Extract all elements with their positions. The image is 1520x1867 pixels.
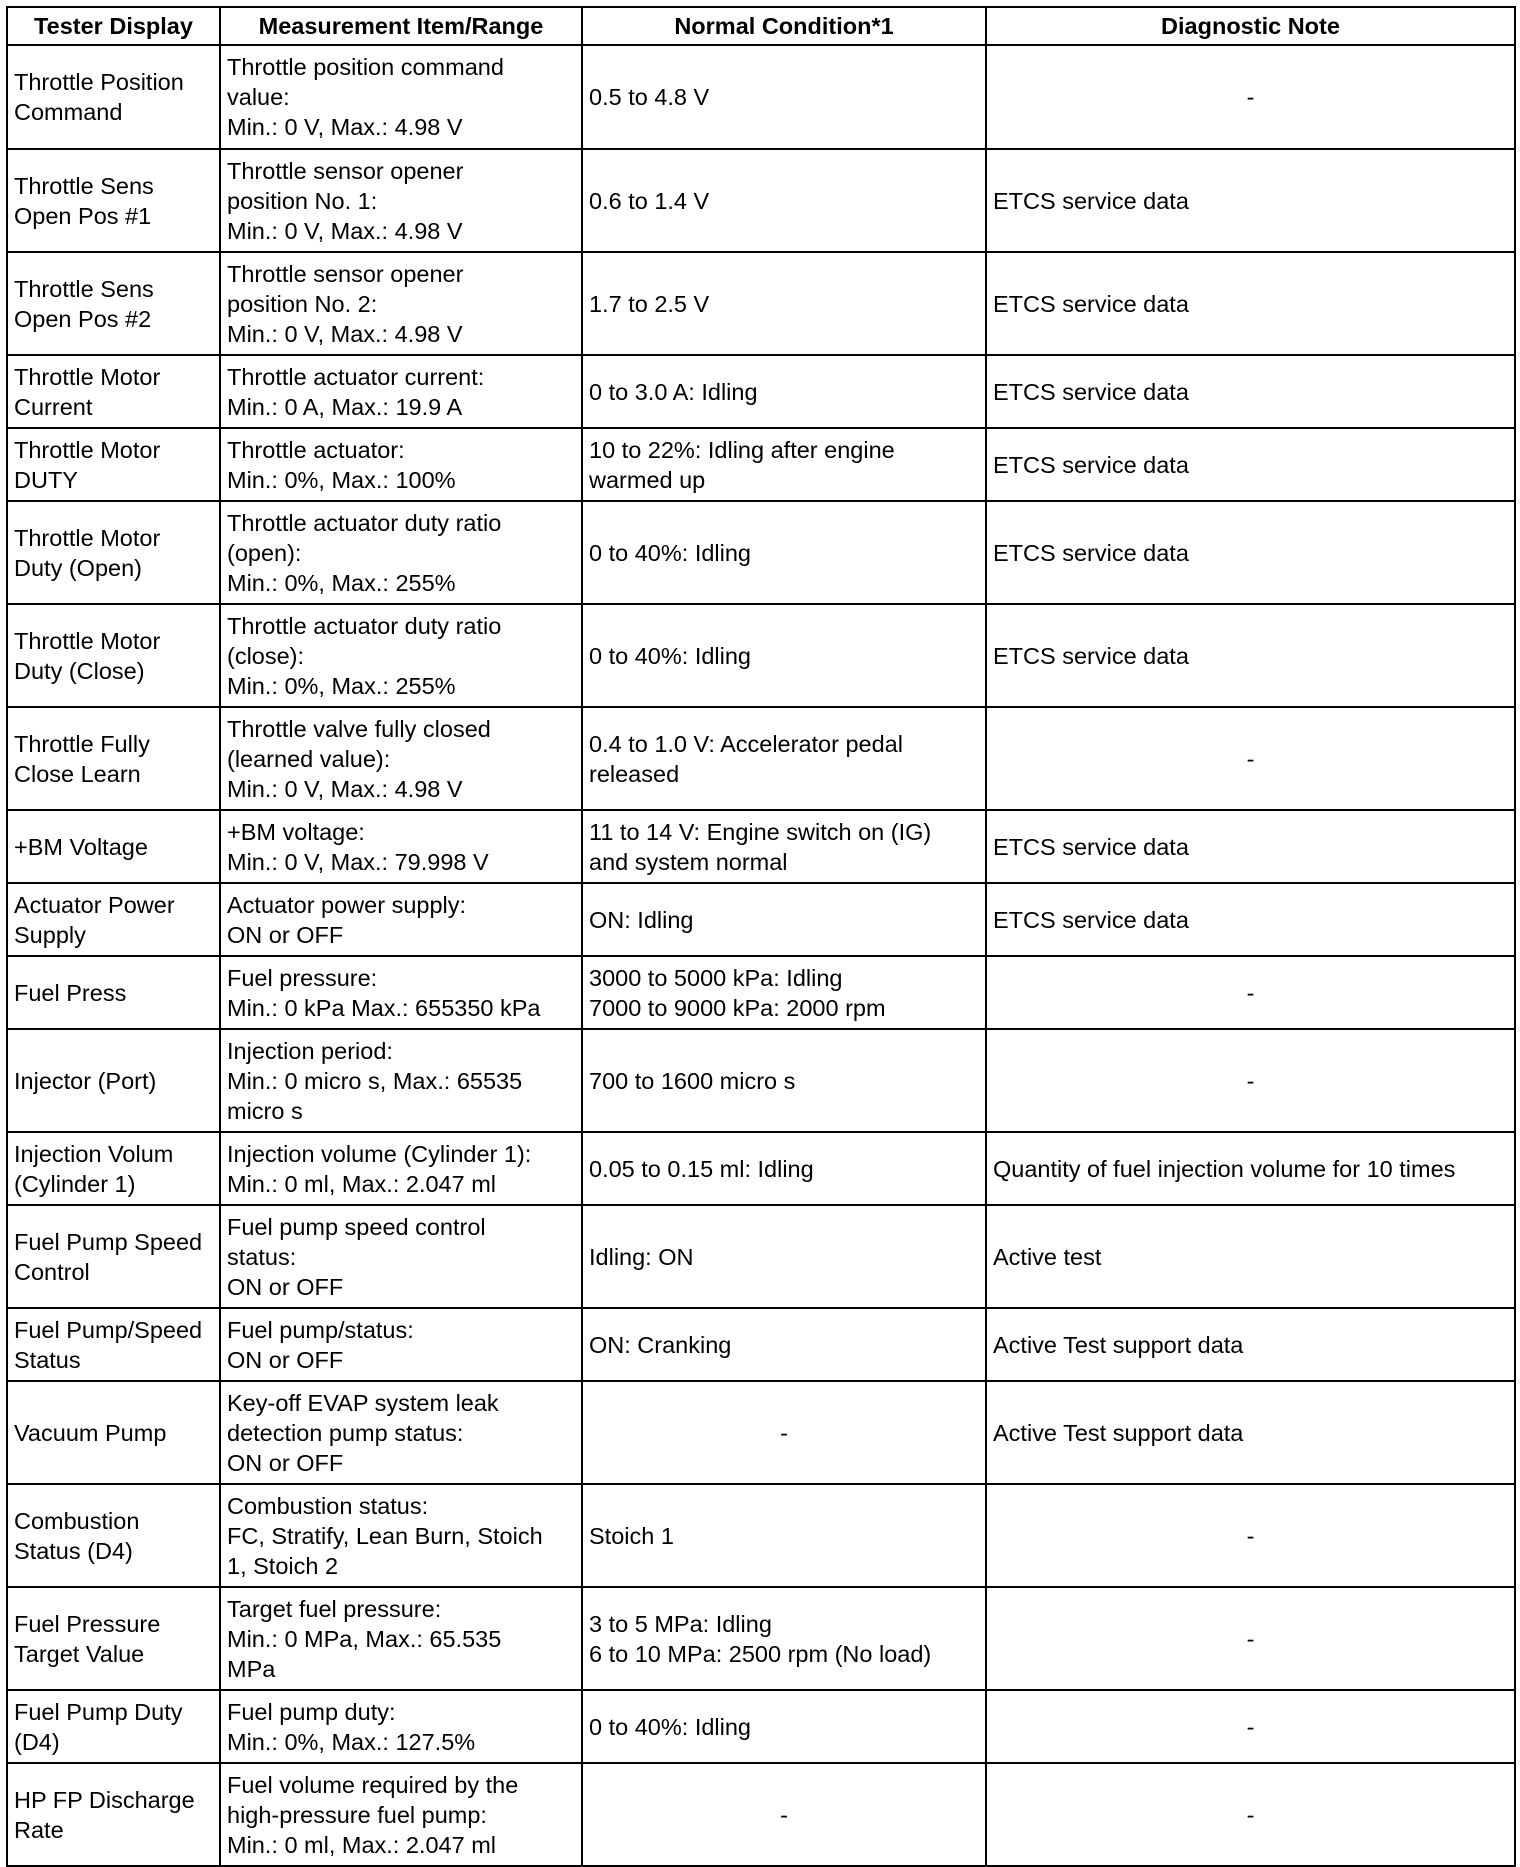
cell-tester-display: Throttle Sens Open Pos #2 <box>7 252 220 355</box>
cell-normal-condition: ON: Idling <box>582 883 986 956</box>
cell-diagnostic-note: Quantity of fuel injection volume for 10 times <box>986 1132 1515 1205</box>
table-row <box>7 1132 1515 1205</box>
cell-normal-condition: - <box>582 1763 986 1866</box>
cell-measurement-item: Throttle valve fully closed (learned value): Min.: 0 V, Max.: 4.98 V <box>220 707 582 810</box>
cell-diagnostic-note: ETCS service data <box>986 149 1515 252</box>
cell-diagnostic-note: - <box>986 1763 1515 1866</box>
cell-measurement-item: Throttle sensor opener position No. 1: Min.: 0 V, Max.: 4.98 V <box>220 149 582 252</box>
cell-measurement-item: Throttle sensor opener position No. 2: Min.: 0 V, Max.: 4.98 V <box>220 252 582 355</box>
cell-tester-display: Throttle Motor Duty (Close) <box>7 604 220 707</box>
cell-tester-display: Throttle Position Command <box>7 45 220 149</box>
cell-tester-display: Injection Volum (Cylinder 1) <box>7 1132 220 1205</box>
cell-measurement-item: Fuel pump speed control status: ON or OFF <box>220 1205 582 1308</box>
cell-tester-display: Throttle Motor DUTY <box>7 428 220 501</box>
table-row <box>7 1381 1515 1484</box>
header-diagnostic-note: Diagnostic Note <box>986 7 1515 45</box>
table-row <box>7 149 1515 252</box>
cell-tester-display: Throttle Motor Current <box>7 355 220 428</box>
cell-normal-condition: 0.05 to 0.15 ml: Idling <box>582 1132 986 1205</box>
table-row <box>7 45 1515 149</box>
cell-normal-condition: 0.6 to 1.4 V <box>582 149 986 252</box>
cell-normal-condition: 0 to 40%: Idling <box>582 604 986 707</box>
cell-measurement-item: Throttle actuator duty ratio (open): Min.: 0%, Max.: 255% <box>220 501 582 604</box>
cell-tester-display: Fuel Pressure Target Value <box>7 1587 220 1690</box>
cell-measurement-item: Throttle actuator: Min.: 0%, Max.: 100% <box>220 428 582 501</box>
cell-normal-condition: 1.7 to 2.5 V <box>582 252 986 355</box>
data-list-table <box>6 6 1516 1867</box>
cell-tester-display: +BM Voltage <box>7 810 220 883</box>
cell-normal-condition: 0 to 40%: Idling <box>582 501 986 604</box>
cell-tester-display: Throttle Sens Open Pos #1 <box>7 149 220 252</box>
table-row <box>7 1587 1515 1690</box>
cell-normal-condition: ON: Cranking <box>582 1308 986 1381</box>
cell-measurement-item: Throttle actuator duty ratio (close): Min.: 0%, Max.: 255% <box>220 604 582 707</box>
table-row <box>7 1308 1515 1381</box>
cell-normal-condition: 3000 to 5000 kPa: Idling 7000 to 9000 kPa: 2000 rpm <box>582 956 986 1029</box>
cell-measurement-item: Throttle position command value: Min.: 0 V, Max.: 4.98 V <box>220 45 582 149</box>
table-row <box>7 1763 1515 1866</box>
cell-tester-display: HP FP Discharge Rate <box>7 1763 220 1866</box>
cell-diagnostic-note: - <box>986 1029 1515 1132</box>
cell-diagnostic-note: - <box>986 1690 1515 1763</box>
table-row <box>7 810 1515 883</box>
cell-measurement-item: Injection volume (Cylinder 1): Min.: 0 ml, Max.: 2.047 ml <box>220 1132 582 1205</box>
cell-measurement-item: Combustion status: FC, Stratify, Lean Burn, Stoich 1, Stoich 2 <box>220 1484 582 1587</box>
cell-tester-display: Actuator Power Supply <box>7 883 220 956</box>
cell-tester-display: Fuel Press <box>7 956 220 1029</box>
table-row <box>7 1484 1515 1587</box>
table-row <box>7 707 1515 810</box>
table-row <box>7 883 1515 956</box>
cell-tester-display: Fuel Pump/Speed Status <box>7 1308 220 1381</box>
cell-measurement-item: Throttle actuator current: Min.: 0 A, Max.: 19.9 A <box>220 355 582 428</box>
cell-measurement-item: Target fuel pressure: Min.: 0 MPa, Max.: 65.535 MPa <box>220 1587 582 1690</box>
cell-diagnostic-note: ETCS service data <box>986 501 1515 604</box>
cell-measurement-item: Actuator power supply: ON or OFF <box>220 883 582 956</box>
cell-normal-condition: 0 to 40%: Idling <box>582 1690 986 1763</box>
cell-measurement-item: Injection period: Min.: 0 micro s, Max.: 65535 micro s <box>220 1029 582 1132</box>
cell-normal-condition: 11 to 14 V: Engine switch on (IG) and system normal <box>582 810 986 883</box>
cell-measurement-item: Key-off EVAP system leak detection pump status: ON or OFF <box>220 1381 582 1484</box>
cell-diagnostic-note: - <box>986 1484 1515 1587</box>
table-row <box>7 355 1515 428</box>
cell-diagnostic-note: Active Test support data <box>986 1381 1515 1484</box>
cell-tester-display: Injector (Port) <box>7 1029 220 1132</box>
table-row <box>7 1205 1515 1308</box>
cell-diagnostic-note: Active test <box>986 1205 1515 1308</box>
cell-tester-display: Vacuum Pump <box>7 1381 220 1484</box>
table-row <box>7 501 1515 604</box>
cell-tester-display: Combustion Status (D4) <box>7 1484 220 1587</box>
cell-tester-display: Throttle Motor Duty (Open) <box>7 501 220 604</box>
cell-diagnostic-note: ETCS service data <box>986 810 1515 883</box>
table-row <box>7 604 1515 707</box>
cell-normal-condition: 700 to 1600 micro s <box>582 1029 986 1132</box>
table-row <box>7 1029 1515 1132</box>
cell-diagnostic-note: - <box>986 707 1515 810</box>
cell-normal-condition: 0 to 3.0 A: Idling <box>582 355 986 428</box>
header-tester-display: Tester Display <box>7 7 220 45</box>
cell-diagnostic-note: ETCS service data <box>986 883 1515 956</box>
cell-diagnostic-note: - <box>986 956 1515 1029</box>
cell-normal-condition: 0.5 to 4.8 V <box>582 45 986 149</box>
cell-diagnostic-note: ETCS service data <box>986 252 1515 355</box>
cell-diagnostic-note: ETCS service data <box>986 355 1515 428</box>
cell-tester-display: Fuel Pump Duty (D4) <box>7 1690 220 1763</box>
cell-diagnostic-note: - <box>986 1587 1515 1690</box>
cell-tester-display: Fuel Pump Speed Control <box>7 1205 220 1308</box>
cell-normal-condition: 10 to 22%: Idling after engine warmed up <box>582 428 986 501</box>
cell-measurement-item: Fuel pressure: Min.: 0 kPa Max.: 655350 kPa <box>220 956 582 1029</box>
cell-normal-condition: 3 to 5 MPa: Idling 6 to 10 MPa: 2500 rpm (No load) <box>582 1587 986 1690</box>
cell-measurement-item: Fuel pump/status: ON or OFF <box>220 1308 582 1381</box>
cell-tester-display: Throttle Fully Close Learn <box>7 707 220 810</box>
table-row <box>7 428 1515 501</box>
table-row <box>7 252 1515 355</box>
header-normal-condition: Normal Condition*1 <box>582 7 986 45</box>
header-row <box>7 7 1515 45</box>
cell-measurement-item: +BM voltage: Min.: 0 V, Max.: 79.998 V <box>220 810 582 883</box>
cell-diagnostic-note: ETCS service data <box>986 604 1515 707</box>
cell-normal-condition: - <box>582 1381 986 1484</box>
table-row <box>7 956 1515 1029</box>
cell-normal-condition: Idling: ON <box>582 1205 986 1308</box>
cell-measurement-item: Fuel pump duty: Min.: 0%, Max.: 127.5% <box>220 1690 582 1763</box>
table-row <box>7 1690 1515 1763</box>
cell-normal-condition: 0.4 to 1.0 V: Accelerator pedal released <box>582 707 986 810</box>
cell-normal-condition: Stoich 1 <box>582 1484 986 1587</box>
cell-diagnostic-note: ETCS service data <box>986 428 1515 501</box>
cell-diagnostic-note: - <box>986 45 1515 149</box>
cell-measurement-item: Fuel volume required by the high-pressure fuel pump: Min.: 0 ml, Max.: 2.047 ml <box>220 1763 582 1866</box>
header-measurement-item: Measurement Item/Range <box>220 7 582 45</box>
cell-diagnostic-note: Active Test support data <box>986 1308 1515 1381</box>
